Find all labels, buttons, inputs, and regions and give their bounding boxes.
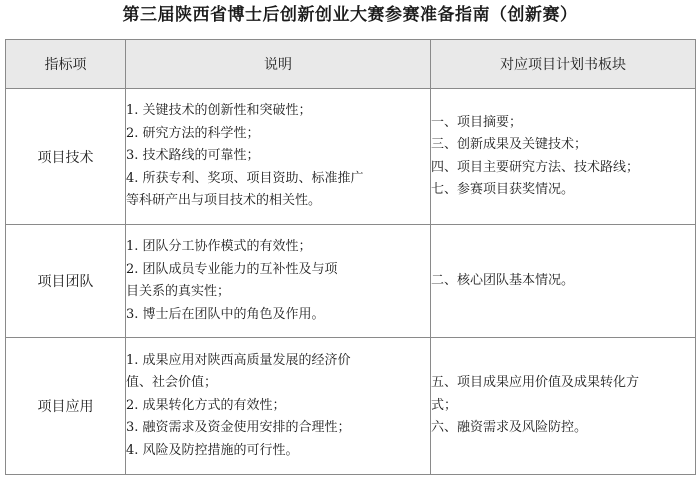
- table-row: [6, 225, 696, 338]
- plan-section-line: 二、核心团队基本情况。: [431, 272, 575, 288]
- description-line: 1. 关键技术的创新性和突破性；: [126, 103, 312, 119]
- document-title: 第三届陕西省博士后创新创业大赛参赛准备指南（创新赛）: [122, 5, 578, 25]
- plan-section-line: 六、融资需求及风险防控。: [431, 420, 588, 436]
- indicator-cell: 项目技术: [6, 89, 126, 225]
- description-line: 3. 融资需求及资金使用安排的合理性；: [126, 420, 351, 436]
- plan-section-cell: [431, 225, 696, 338]
- description-line: 1. 成果应用对陕西高质量发展的经济价: [126, 352, 351, 368]
- description-line: 2. 成果转化方式的有效性；: [126, 397, 286, 413]
- plan-section-line: 式；: [431, 397, 458, 413]
- description-line: 3. 技术路线的可靠性；: [126, 148, 260, 164]
- plan-section-cell: [431, 89, 696, 225]
- column-header-plan-section: 对应项目计划书板块: [431, 40, 696, 89]
- column-header-description: 说明: [126, 40, 431, 89]
- description-line: 等科研产出与项目技术的相关性。: [126, 193, 322, 209]
- table-header-row: [6, 40, 696, 89]
- indicator-cell: 项目团队: [6, 225, 126, 338]
- description-cell: [126, 225, 431, 338]
- description-line: 4. 风险及防控措施的可行性。: [126, 442, 299, 458]
- description-line: 3. 博士后在团队中的角色及作用。: [126, 306, 325, 322]
- plan-section-line: 七、参赛项目获奖情况。: [431, 182, 575, 197]
- plan-section-line: 一、项目摘要；: [431, 114, 523, 130]
- guide-table: [5, 39, 696, 475]
- description-line: 目关系的真实性；: [126, 284, 231, 299]
- table-row: [6, 338, 696, 475]
- plan-section-line: 四、项目主要研究方法、技术路线；: [431, 159, 640, 175]
- plan-section-line: 三、创新成果及关键技术；: [431, 137, 588, 152]
- description-cell: [126, 338, 431, 475]
- description-line: 值、社会价值；: [126, 375, 218, 391]
- description-line: 2. 团队成员专业能力的互补性及与项: [126, 261, 338, 277]
- column-header-indicator: 指标项: [6, 40, 126, 89]
- description-line: 2. 研究方法的科学性；: [126, 125, 260, 141]
- indicator-cell: 项目应用: [6, 338, 126, 475]
- description-line: 4. 所获专利、奖项、项目资助、标准推广: [126, 170, 364, 186]
- plan-section-line: 五、项目成果应用价值及成果转化方: [431, 375, 640, 391]
- description-line: 1. 团队分工协作模式的有效性；: [126, 239, 312, 254]
- plan-section-cell: [431, 338, 696, 475]
- description-cell: [126, 89, 431, 225]
- table-row: [6, 89, 696, 225]
